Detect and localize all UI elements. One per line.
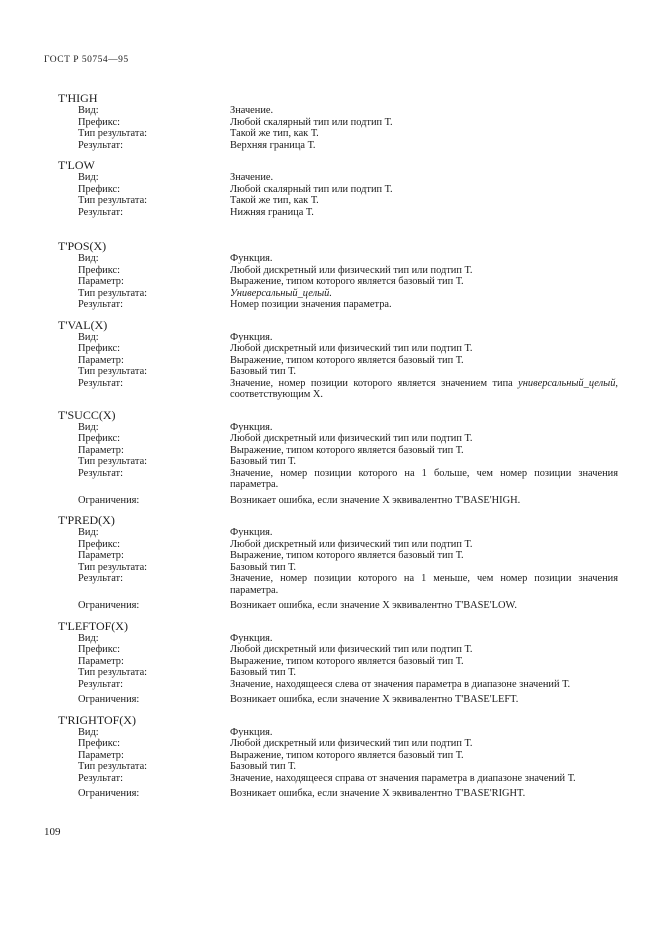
field-label: Параметр: — [78, 550, 124, 561]
attribute-title: T'POS(X) — [58, 239, 107, 253]
field-row — [58, 773, 618, 785]
field-row — [58, 445, 618, 457]
field-row — [58, 265, 618, 277]
field-row — [58, 195, 618, 207]
field-row — [58, 788, 618, 800]
field-row — [58, 738, 618, 750]
field-value: Функция. — [230, 421, 273, 433]
field-row — [58, 299, 618, 311]
value-italic-term: универсальный_целый — [518, 377, 616, 389]
field-label: Тип результата: — [78, 366, 148, 377]
field-row — [58, 468, 618, 491]
attribute-title: T'PRED(X) — [58, 513, 115, 527]
field-label: Тип результата: — [78, 456, 148, 467]
field-value — [230, 378, 618, 401]
field-value: Значение. — [230, 172, 274, 183]
field-value: Значение. — [230, 105, 274, 116]
field-row — [58, 495, 618, 507]
field-row — [58, 355, 618, 367]
field-row — [58, 727, 618, 739]
field-value: Выражение, типом которого является базовый тип Т. — [230, 749, 464, 761]
field-row — [58, 276, 618, 288]
field-label: Префикс: — [78, 738, 121, 749]
field-value: Базовый тип Т. — [230, 561, 297, 573]
attribute-title: T'RIGHTOF(X) — [58, 712, 136, 727]
field-value: Функция. — [230, 726, 273, 738]
field-value: Базовый тип Т. — [230, 366, 297, 377]
field-label: Вид: — [78, 527, 99, 538]
field-label: Параметр: — [78, 655, 124, 667]
field-value: Любой скалярный тип или подтип Т. — [230, 183, 393, 195]
field-label: Тип результата: — [78, 128, 148, 139]
field-value: Значение, находящееся слева от значения параметра в диапазоне значений Т. — [230, 678, 571, 690]
field-value: Функция. — [230, 331, 273, 343]
attribute-section — [58, 409, 618, 507]
field-row — [58, 378, 618, 401]
field-row — [58, 366, 618, 378]
field-row — [58, 656, 618, 668]
field-value: Выражение, типом которого является базовый тип Т. — [230, 444, 464, 456]
field-label: Вид: — [78, 253, 99, 264]
field-row — [58, 456, 618, 468]
field-row — [58, 573, 618, 596]
field-value: Номер позиции значения параметра. — [230, 299, 392, 310]
field-label: Результат: — [78, 678, 123, 690]
field-label: Ограничения: — [78, 600, 140, 611]
attribute-title: T'LOW — [58, 158, 95, 172]
field-label: Параметр: — [78, 749, 124, 761]
field-value: Значение, номер позиции которого на 1 меньше, чем номер позиции значения параметра. — [230, 573, 618, 596]
page-number: 109 — [44, 826, 61, 838]
field-row — [58, 105, 618, 117]
field-row — [58, 288, 618, 300]
field-value: Возникает ошибка, если значение X эквивалентно T'BASE'HIGH. — [230, 494, 521, 506]
field-label: Тип результата: — [78, 287, 148, 299]
field-row — [58, 539, 618, 551]
field-label: Вид: — [78, 331, 99, 343]
field-value: Значение, находящееся справа от значения параметра в диапазоне значений Т. — [230, 772, 576, 784]
field-row — [58, 433, 618, 445]
field-label: Параметр: — [78, 444, 124, 456]
field-label: Ограничения: — [78, 494, 140, 506]
field-value: Возникает ошибка, если значение X эквивалентно T'BASE'LEFT. — [230, 694, 519, 705]
field-label: Результат: — [78, 139, 123, 151]
field-label: Результат: — [78, 206, 123, 218]
field-value: Базовый тип Т. — [230, 456, 297, 467]
field-row — [58, 184, 618, 196]
field-label: Вид: — [78, 726, 99, 738]
field-value: Любой дискретный или физический тип или подтип Т. — [230, 538, 473, 550]
field-row — [58, 117, 618, 129]
attribute-section — [58, 159, 618, 218]
field-label: Результат: — [78, 772, 123, 784]
field-label: Вид: — [78, 172, 99, 183]
field-value: Выражение, типом которого является базовый тип Т. — [230, 550, 464, 561]
attribute-title: T'SUCC(X) — [58, 407, 116, 422]
field-label: Результат: — [78, 377, 123, 389]
field-label: Вид: — [78, 421, 99, 433]
attribute-title: T'LEFTOF(X) — [58, 618, 128, 633]
field-label: Ограничения: — [78, 694, 140, 705]
attribute-section — [58, 92, 618, 151]
field-value: Универсальный_целый. — [230, 287, 332, 299]
field-value: Значение, номер позиции которого на 1 больше, чем номер позиции значения параметра. — [230, 467, 618, 490]
attribute-title: T'VAL(X) — [58, 317, 108, 332]
field-label: Префикс: — [78, 538, 121, 550]
field-label: Параметр: — [78, 354, 124, 366]
field-label: Результат: — [78, 299, 123, 310]
field-label: Тип результата: — [78, 667, 148, 678]
field-row — [58, 761, 618, 773]
field-label: Префикс: — [78, 264, 121, 276]
field-row — [58, 207, 618, 219]
field-value: Любой дискретный или физический тип или подтип Т. — [230, 264, 473, 276]
attribute-section — [58, 620, 618, 706]
attribute-section — [58, 240, 618, 311]
field-label: Вид: — [78, 105, 99, 116]
field-label: Ограничения: — [78, 788, 140, 799]
field-value: Любой дискретный или физический тип или подтип Т. — [230, 433, 473, 444]
attribute-section — [58, 714, 618, 800]
field-value: Выражение, типом которого является базовый тип Т. — [230, 354, 464, 366]
field-label: Вид: — [78, 632, 99, 644]
field-label: Префикс: — [78, 116, 121, 128]
field-value: Базовый тип Т. — [230, 667, 297, 678]
field-row — [58, 694, 618, 706]
field-value: Любой дискретный или физический тип или подтип Т. — [230, 738, 473, 749]
field-value: Функция. — [230, 253, 273, 264]
field-value: Верхняя граница Т. — [230, 139, 316, 151]
field-value: Нижняя граница Т. — [230, 206, 314, 218]
field-row — [58, 750, 618, 762]
attribute-section — [58, 514, 618, 612]
value-text: , соответствующим X. — [230, 377, 618, 400]
field-value: Выражение, типом которого является базовый тип Т. — [230, 276, 464, 287]
field-label: Тип результата: — [78, 195, 148, 206]
field-value: Такой же тип, как Т. — [230, 128, 319, 139]
field-value: Любой дискретный или физический тип или подтип Т. — [230, 343, 473, 354]
field-value: Такой же тип, как Т. — [230, 195, 319, 206]
field-row — [58, 600, 618, 612]
field-row — [58, 527, 618, 539]
field-row — [58, 253, 618, 265]
document-header: ГОСТ Р 50754—95 — [44, 55, 129, 65]
value-text: Значение, номер позиции которого является значением типа — [230, 377, 519, 389]
field-row — [58, 562, 618, 574]
field-label: Параметр: — [78, 276, 124, 287]
attribute-title: T'HIGH — [58, 91, 98, 105]
attribute-section — [58, 319, 618, 401]
field-label: Префикс: — [78, 183, 121, 195]
field-label: Тип результата: — [78, 761, 148, 772]
field-value: Базовый тип Т. — [230, 761, 297, 772]
attribute-list — [58, 92, 618, 808]
field-row — [58, 332, 618, 344]
field-row — [58, 343, 618, 355]
field-row — [58, 644, 618, 656]
field-label: Результат: — [78, 573, 123, 584]
field-value: Функция. — [230, 632, 273, 644]
field-value: Возникает ошибка, если значение X эквивалентно T'BASE'RIGHT. — [230, 788, 526, 799]
field-row — [58, 128, 618, 140]
field-row — [58, 679, 618, 691]
field-label: Префикс: — [78, 644, 121, 655]
field-label: Результат: — [78, 467, 123, 479]
field-row — [58, 422, 618, 434]
field-row — [58, 172, 618, 184]
field-row — [58, 140, 618, 152]
field-value: Возникает ошибка, если значение X эквивалентно T'BASE'LOW. — [230, 600, 517, 611]
field-value: Любой дискретный или физический тип или подтип Т. — [230, 644, 473, 655]
field-row — [58, 667, 618, 679]
field-row — [58, 633, 618, 645]
field-label: Префикс: — [78, 433, 121, 444]
field-row — [58, 550, 618, 562]
field-label: Префикс: — [78, 343, 121, 354]
field-value: Функция. — [230, 527, 273, 538]
field-value: Выражение, типом которого является базовый тип Т. — [230, 655, 464, 667]
field-value: Любой скалярный тип или подтип Т. — [230, 116, 393, 128]
field-label: Тип результата: — [78, 561, 148, 573]
